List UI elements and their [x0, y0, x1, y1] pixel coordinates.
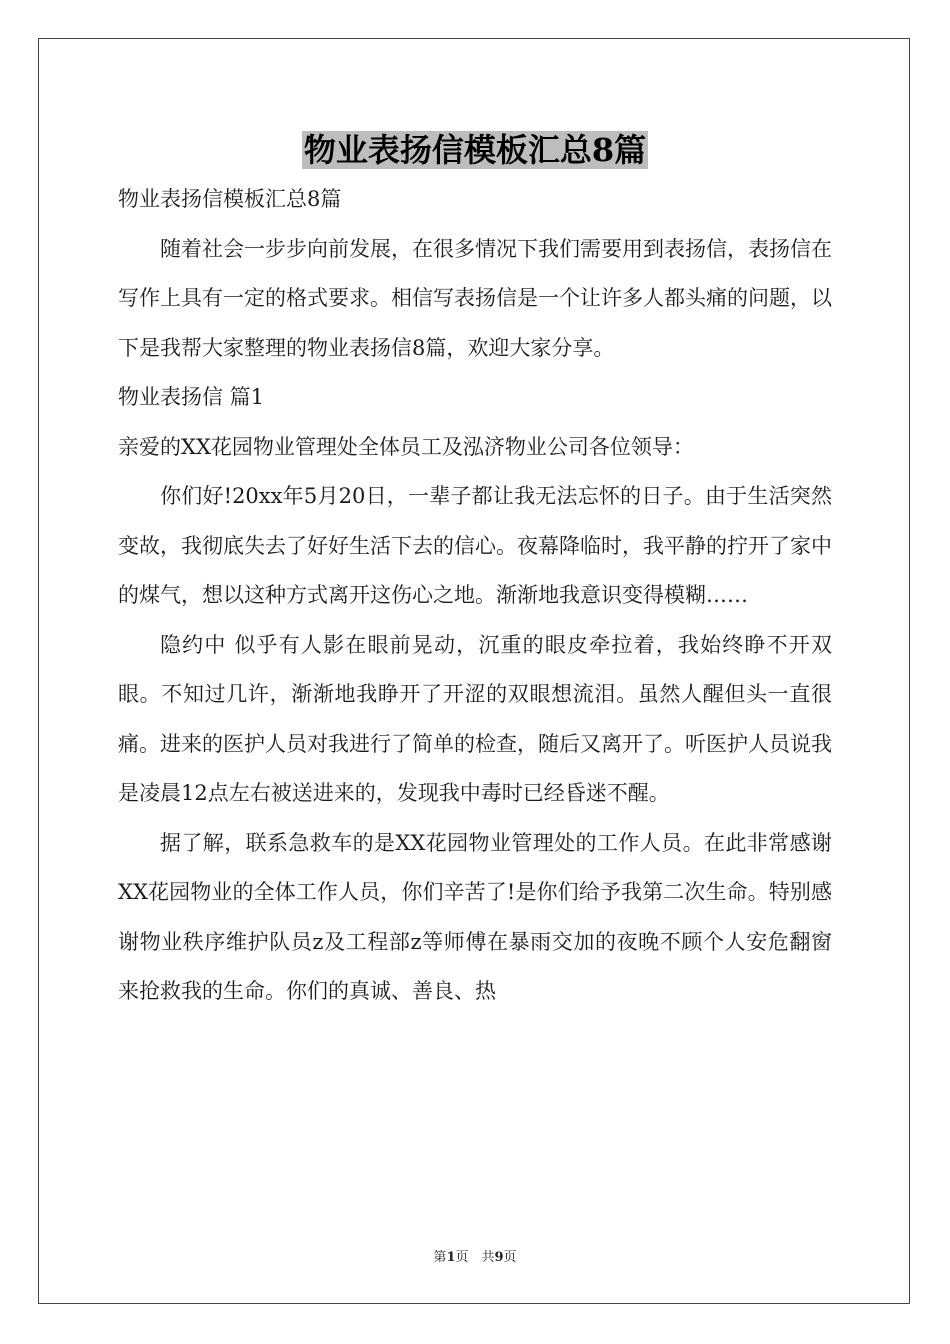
- section-heading: 物业表扬信 篇1: [118, 385, 265, 409]
- total-page-number: 9: [494, 1250, 504, 1265]
- body-paragraph: 你们好!20xx年5月20日，一辈子都让我无法忘怀的日子。由于生活突然变故，我彻底失去了好好生活下去的信心。夜幕降临时，我平静的拧开了家中的煤气，想以这种方式离开这伤心之地。渐渐地我意识变得模糊……: [118, 484, 832, 607]
- intro-paragraph: 随着社会一步步向前发展，在很多情况下我们需要用到表扬信，表扬信在写作上具有一定的格式要求。相信写表扬信是一个让许多人都头痛的问题，以下是我帮大家整理的物业表扬信8篇，欢迎大家分享。: [118, 236, 832, 360]
- page-footer: [0, 1246, 950, 1265]
- document-body: [118, 175, 832, 1017]
- subtitle: 物业表扬信模板汇总8篇: [118, 187, 342, 211]
- footer-suffix: 页: [503, 1250, 517, 1265]
- body-paragraph: 隐约中 似乎有人影在眼前晃动，沉重的眼皮牵拉着，我始终睁不开双眼。不知过几许，渐渐地我睁开了开涩的双眼想流泪。虽然人醒但头一直很痛。进来的医护人员对我进行了简单的检查，随后又离开了。听医护人员说我是凌晨12点左右被送进来的，发现我中毒时已经昏迷不醒。: [118, 632, 832, 805]
- body-paragraph: 据了解，联系急救车的是XX花园物业管理处的工作人员。在此非常感谢XX花园物业的全体工作人员，你们辛苦了!是你们给予我第二次生命。特别感谢物业秩序维护队员z及工程部z等师傅在暴雨交加的夜晚不顾个人安危翻窗来抢救我的生命。你们的真诚、善良、热: [118, 830, 832, 1003]
- document-title: [0, 124, 950, 176]
- current-page-number: 1: [446, 1250, 456, 1265]
- footer-mid: 页 共: [455, 1250, 495, 1265]
- footer-prefix: 第: [433, 1250, 447, 1265]
- title-text: 物业表扬信模板汇总8篇: [303, 131, 647, 169]
- salutation: 亲爱的XX花园物业管理处全体员工及泓济物业公司各位领导：: [118, 434, 694, 459]
